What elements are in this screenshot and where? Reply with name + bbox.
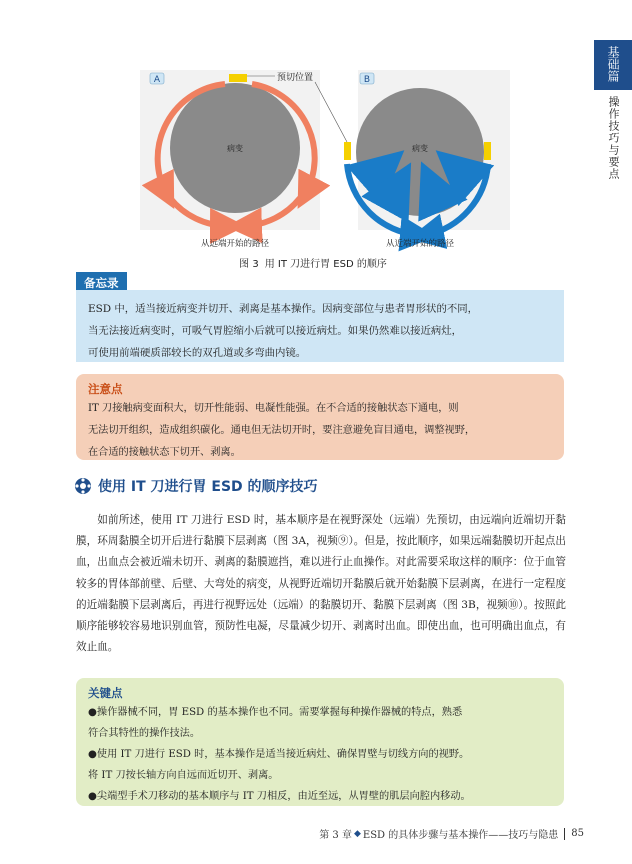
section-side-tab xyxy=(594,40,632,180)
incision-label: 预切位置 xyxy=(277,73,314,83)
caution-line: 在合适的接触状态下切开、剥离。 xyxy=(88,447,241,458)
figure-number: 图 3 xyxy=(239,259,259,270)
footer-separator xyxy=(564,828,565,840)
key-point-line: 将 IT 刀按长轴方向自远而近切开、剥离。 xyxy=(88,770,279,781)
label-a: A xyxy=(153,75,161,85)
footer-chapter: 第 3 章 xyxy=(319,830,352,841)
figure-diagram xyxy=(140,60,510,260)
lesion-b-label: 病变 xyxy=(412,144,428,153)
memo-label: 备忘录 xyxy=(76,272,127,294)
incision-marker-b-right xyxy=(484,142,491,160)
memo-line: 当无法接近病变时，可吸气胃腔缩小后就可以接近病灶。如果仍然难以接近病灶， xyxy=(88,325,463,337)
memo-box xyxy=(76,290,564,362)
memo-line: 可使用前端硬质部较长的双孔道或多弯曲内镜。 xyxy=(88,347,307,359)
caution-title: 注意点 xyxy=(88,382,123,396)
caption-b: 从近端开始的路径 xyxy=(385,239,455,249)
key-points-title: 关键点 xyxy=(88,686,123,700)
figure-title: 用 IT 刀进行胃 ESD 的顺序 xyxy=(264,259,387,270)
section-heading xyxy=(74,476,318,496)
section-title: 使用 IT 刀进行胃 ESD 的顺序技巧 xyxy=(98,479,318,495)
lesion-a-label: 病变 xyxy=(227,144,243,153)
key-point-line: ●使用 IT 刀进行 ESD 时，基本操作是适当接近病灶、确保胃壁与切线方向的视野。 xyxy=(88,749,470,760)
diamond-icon: ◆ xyxy=(353,828,361,839)
caution-box xyxy=(76,374,564,460)
key-point-line: ●尖端型手术刀移动的基本顺序与 IT 刀相反，由近至远，从胃壁的肌层向腔内移动。 xyxy=(88,791,471,802)
body-paragraph: 如前所述，使用 IT 刀进行 ESD 时，基本顺序是在视野深处（远端）先预切，由远端向近端切开黏膜，环周黏膜全切开后进行黏膜下层剥离（图 3A，视频⑨）。但是，按此顺序，如果远端黏膜切开起点出血，出血点会被近端未切开、剥离的黏膜遮挡，难以进行止血操作。对此需要采取这样的顺序：位于血管较多的胃体部前壁、后壁、大弯处的病变，从视野近端切开黏膜后就开始黏膜下层剥离，在进行一定程度的近端黏膜下层剥离后，再进行视野远处（远端）的黏膜切开、黏膜下层剥离（图 3B，视频⑩）。按照此顺序能够较容易地识别血管，预防性电凝，尽量减少切开、剥离时出血。即使出血，也可明确出血点，有效止血。 xyxy=(76,514,566,654)
caution-line: 无法切开组织，造成组织碳化。通电但无法切开时，要注意避免盲目通电，调整视野， xyxy=(88,425,476,436)
page-footer xyxy=(319,826,584,841)
body-text xyxy=(76,510,566,658)
gear-flower-icon xyxy=(74,477,92,495)
footer-title: ESD 的具体步骤与基本操作——技巧与隐患 xyxy=(362,830,559,841)
page-number: 85 xyxy=(571,828,584,839)
figure-3 xyxy=(140,60,510,260)
side-tab-secondary: 操作技巧与要点 xyxy=(607,96,620,180)
side-tab-primary: 基础篇 xyxy=(594,40,632,90)
incision-marker-a xyxy=(229,74,247,82)
label-b: B xyxy=(363,75,371,85)
figure-caption xyxy=(0,255,632,270)
key-point-line: 符合其特性的操作技法。 xyxy=(88,728,201,739)
incision-marker-b-left xyxy=(344,142,351,160)
key-point-line: ●操作器械不同，胃 ESD 的基本操作也不同。需要掌握每种操作器械的特点，熟悉 xyxy=(88,707,463,718)
caption-a: 从远端开始的路径 xyxy=(200,239,270,249)
caution-line: IT 刀接触病变面积大，切开性能弱、电凝性能强。在不合适的接触状态下通电，则 xyxy=(88,403,459,414)
key-points-box xyxy=(76,678,564,806)
memo-line: ESD 中，适当接近病变并切开、剥离是基本操作。因病变部位与患者胃形状的不同， xyxy=(88,303,479,315)
